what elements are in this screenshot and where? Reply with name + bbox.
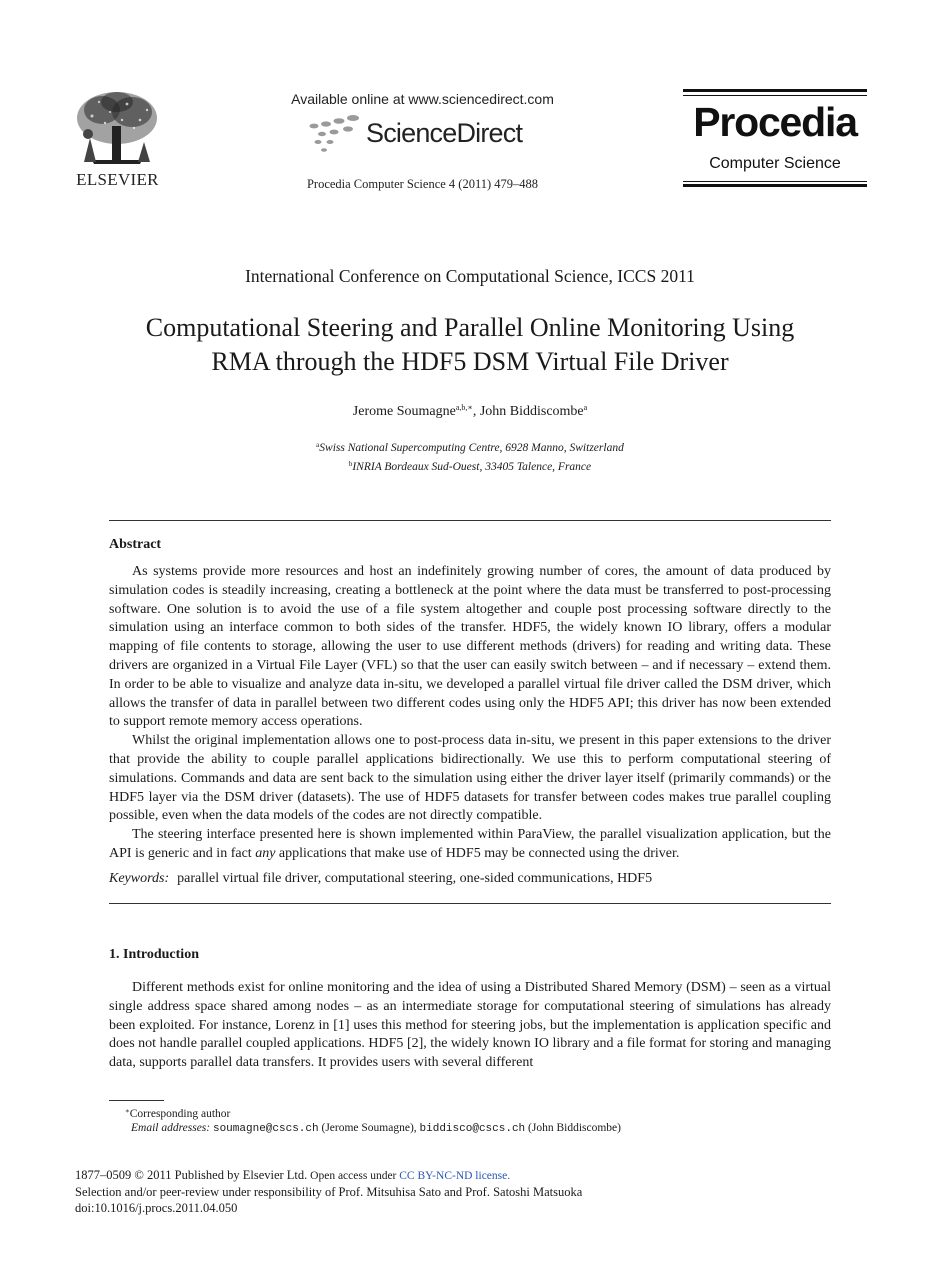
- keywords: [109, 871, 831, 887]
- title-line-1: Computational Steering and Parallel Online Monitoring Using: [145, 313, 795, 342]
- license-link[interactable]: CC BY-NC-ND license.: [399, 1170, 511, 1182]
- footnote-emails: [131, 1122, 621, 1135]
- procedia-bottom-rule: [683, 184, 867, 187]
- footer-copyright-line: [75, 1167, 582, 1184]
- author-separator: ,: [472, 404, 480, 419]
- introduction-paragraph-1: Different methods exist for online monitoring and the idea of using a Distributed Shared Memory (DSM) – seen as a virtual single address space shared among nodes – as an intermediate storage for computational steering of simulations has already been exploited. For instance, Lorenz in [1] uses this method for steering jobs, but the implementation is application specific and does not handle parallel coupled applications. HDF5 [2], the widely known IO library and a file format for storing and managing data, supports parallel data transfers. It provides users with several different: [109, 980, 831, 1071]
- procedia-top-rule-thin: [683, 95, 867, 96]
- elsevier-wordmark: ELSEVIER: [76, 170, 159, 189]
- footnote-mark: ∗: [125, 1107, 130, 1115]
- elsevier-logo: [70, 90, 165, 190]
- sciencedirect-logo: [304, 112, 544, 154]
- procedia-bottom-rule-thin: [683, 181, 867, 182]
- abstract-body: [109, 563, 831, 864]
- introduction-heading: 1. Introduction: [109, 947, 199, 962]
- footer-review-line: Selection and/or peer-review under responsibility of Prof. Mitsuhisa Sato and Prof. Satoshi Matsuoka: [75, 1185, 583, 1199]
- available-online-text: Available online at www.sciencedirect.com: [291, 91, 554, 107]
- procedia-logo: [683, 89, 867, 189]
- paper-title: [110, 311, 830, 379]
- author-2-affil-marks: a: [583, 403, 588, 412]
- abstract-p3-text-end: applications that make use of HDF5 may be connected using the driver.: [275, 845, 680, 861]
- email-1[interactable]: soumagne@cscs.ch: [212, 1123, 319, 1135]
- abstract-heading: Abstract: [109, 537, 162, 552]
- affiliations: [110, 437, 830, 475]
- elsevier-tree-icon: [72, 90, 162, 166]
- email-label: Email addresses:: [131, 1122, 211, 1134]
- sciencedirect-dots-icon: [304, 112, 366, 154]
- affiliation-mark: b: [348, 460, 353, 468]
- affiliation-mark: a: [316, 441, 320, 449]
- author-1-name: Jerome Soumagne: [352, 404, 456, 419]
- footer-open-access: Open access under: [307, 1170, 400, 1182]
- footnote-rule: [109, 1100, 164, 1101]
- page-footer: [75, 1167, 582, 1216]
- abstract-paragraph-2: Whilst the original implementation allows one to post-process data in-situ, we present in this paper extensions to the driver that provide the ability to couple parallel applications bidirectionally. We use this to perform computational steering of simulations. Commands and data are sent back to the simulation using either the driver layer itself (primarily commands) or the HDF5 layer via the DSM driver (datasets). The use of HDF5 datasets for transfer between codes makes true parallel coupling possible, even when the data models of the codes are not directly compatible.: [109, 733, 831, 824]
- keywords-text: parallel virtual file driver, computational steering, one-sided communications, HDF5: [177, 871, 653, 886]
- abstract-p3-text: The steering interface presented here is shown implemented within ParaView, the parallel visualization application, but the API is generic and in fact: [109, 827, 831, 861]
- abstract-p3-emphasis: any: [255, 845, 276, 861]
- procedia-wordmark: Procedia: [693, 99, 857, 145]
- email-1-owner: (Jerome Soumagne),: [318, 1122, 420, 1134]
- keywords-label: Keywords:: [109, 871, 170, 886]
- title-line-2: RMA through the HDF5 DSM Virtual File Driver: [211, 347, 729, 376]
- abstract-paragraph-1: As systems provide more resources and host an indefinitely growing number of cores, the amount of data produced by simulation codes is steadily increasing, creating a bottleneck at the point where the data must be transferred to post-processing software. One solution is to avoid the use of a file system altogether and couple post processing software directly to the simulation using an interface common to both sides of the transfer. HDF5, the widely known IO library, offers a modular mapping of file contents to storage, allowing the user to use different methods (drivers) for reading and writing data. These drivers are organized in a Virtual File Layer (VFL) so that the user can easily switch between – and if necessary – extend them. In order to be able to visualize and analyze data in-situ, we developed a parallel virtual file driver called the DSM driver, which allows the transfer of data in parallel between two different codes using only the HDF5 API; this driver has now been extended to support remote memory access operations.: [109, 564, 831, 730]
- email-2-owner: (John Biddiscombe): [525, 1122, 621, 1134]
- author-list: [110, 403, 830, 420]
- email-2[interactable]: biddisco@cscs.ch: [419, 1123, 526, 1135]
- introduction-body: [109, 979, 831, 1073]
- conference-name: International Conference on Computational Science, ICCS 2011: [245, 266, 695, 286]
- author-1-affil-marks: a,b,∗: [455, 403, 473, 412]
- affiliation-a: [110, 437, 830, 456]
- abstract-bottom-rule: [109, 903, 831, 904]
- procedia-subtitle: Computer Science: [709, 155, 841, 172]
- affiliation-text: Swiss National Supercomputing Centre, 6928 Manno, Switzerland: [319, 442, 624, 454]
- abstract-paragraph-3: [109, 826, 831, 864]
- journal-reference: Procedia Computer Science 4 (2011) 479–488: [306, 177, 539, 191]
- footnote-corresponding-text: Corresponding author: [129, 1108, 231, 1120]
- sciencedirect-wordmark: ScienceDirect: [366, 118, 523, 148]
- abstract-top-rule: [109, 520, 831, 521]
- affiliation-b: [110, 456, 830, 475]
- procedia-top-rule: [683, 89, 867, 92]
- footer-copyright: 1877–0509 © 2011 Published by Elsevier Ltd.: [75, 1168, 308, 1182]
- footnote-corresponding: [125, 1107, 230, 1120]
- footer-doi[interactable]: doi:10.1016/j.procs.2011.04.050: [75, 1201, 238, 1215]
- author-2-name: John Biddiscombe: [479, 404, 584, 419]
- affiliation-text: INRIA Bordeaux Sud-Ouest, 33405 Talence, France: [352, 461, 592, 473]
